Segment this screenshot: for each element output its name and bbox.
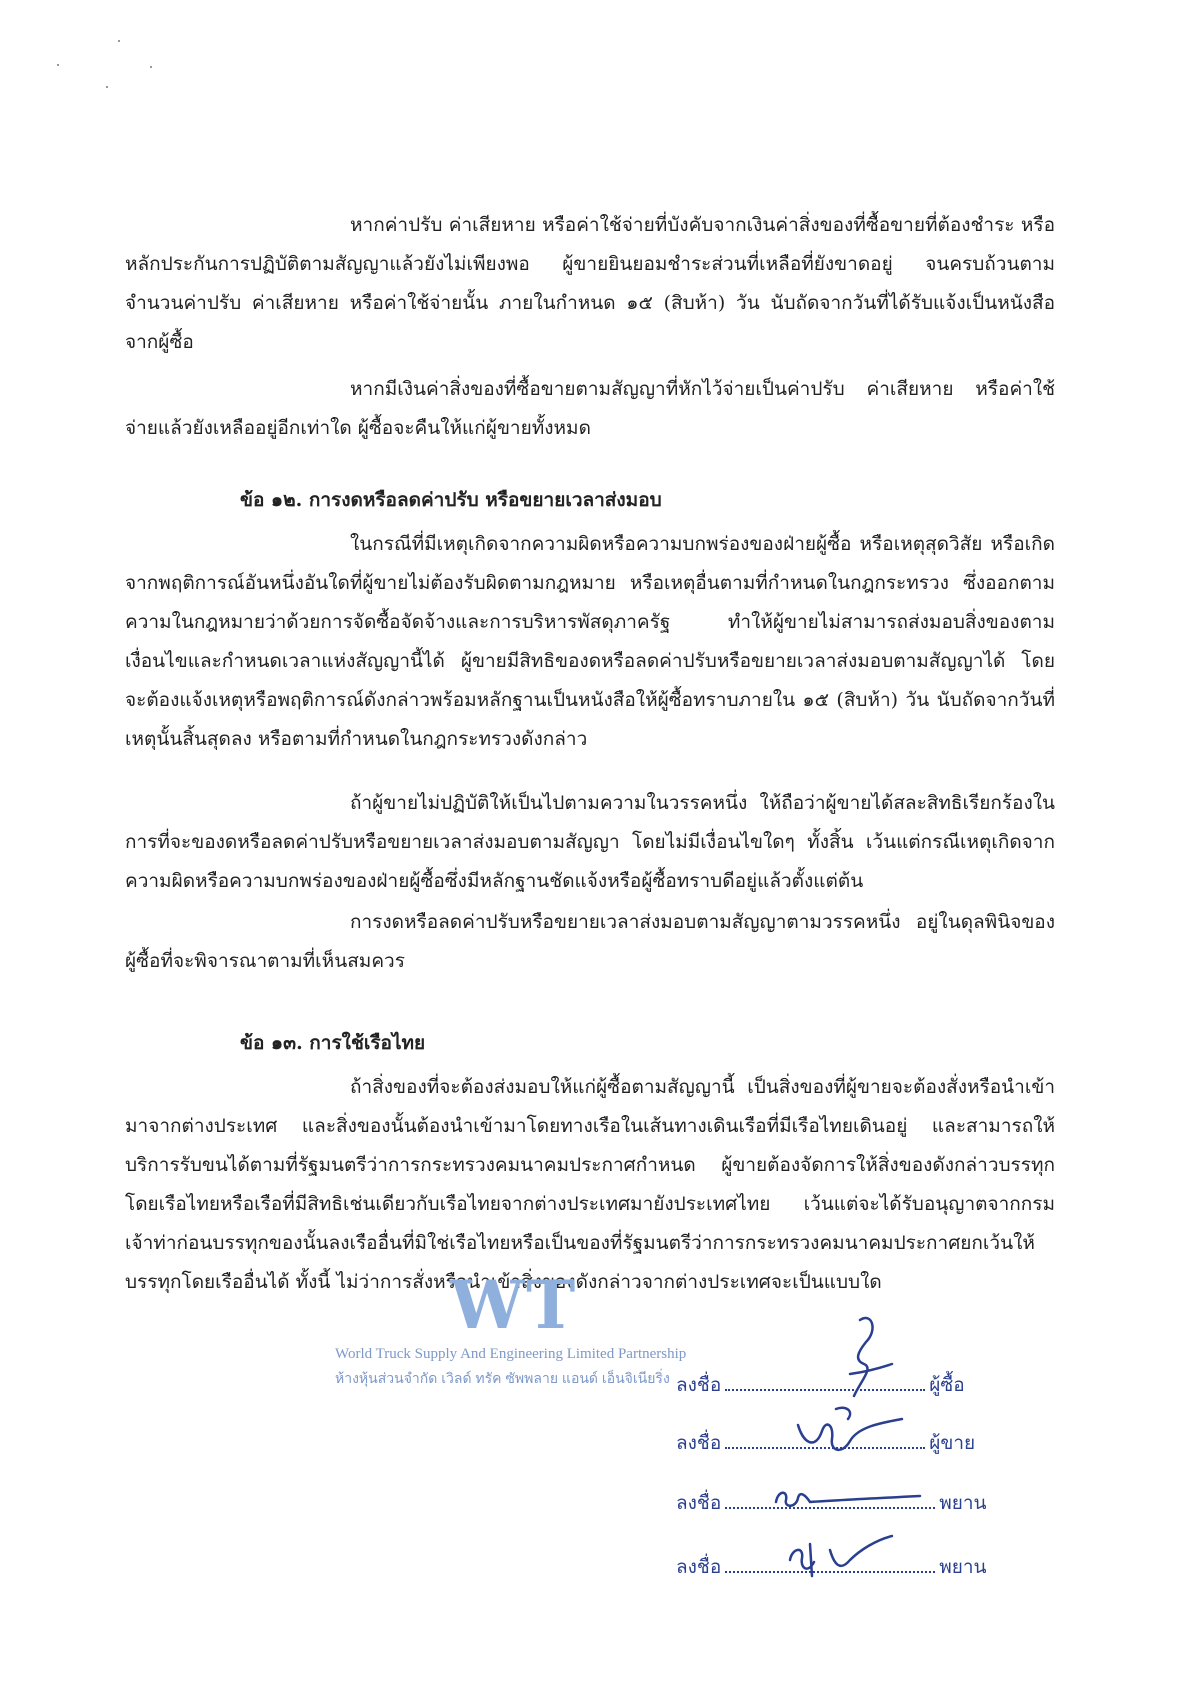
signature-dots [725,1493,935,1509]
signature-role-buyer: ผู้ซื้อ [929,1374,965,1396]
sign-prefix: ลงชื่อ [676,1556,722,1578]
signature-line-seller [676,1428,975,1458]
clause-13-heading: ข้อ ๑๓. การใช้เรือไทย [240,1032,426,1054]
signature-dots [725,1557,935,1573]
signature-role-witness-2: พยาน [939,1556,987,1578]
stamp-company-name-en: World Truck Supply And Engineering Limited Partnership [335,1346,687,1362]
signature-line-witness-2 [676,1552,987,1582]
sign-prefix: ลงชื่อ [676,1492,722,1514]
stamp-company-name-th: ห้างหุ้นส่วนจำกัด เวิลด์ ทรัค ซัพพลาย แอนด์ เอ็นจิเนียริ่ง [335,1370,670,1386]
company-stamp [335,1266,695,1390]
clause-12-paragraph-3: การงดหรือลดค่าปรับหรือขยายเวลาส่งมอบตามสัญญาตามวรรคหนึ่ง อยู่ในดุลพินิจของผู้ซื้อที่จะพิจารณาตามที่เห็นสมควร [125,911,1055,972]
clause-12-paragraph-1: ในกรณีที่มีเหตุเกิดจากความผิดหรือความบกพร่องของฝ่ายผู้ซื้อ หรือเหตุสุดวิสัย หรือเกิดจากพฤติการณ์อันหนึ่งอันใดที่ผู้ขายไม่ต้องรับผิดตามกฎหมาย หรือเหตุอื่นตามที่กำหนดในกฎกระทรวง ซึ่งออกตามความในกฎหมายว่าด้วยการจัดซื้อจัดจ้างและการบริหารพัสดุภาครัฐ ทำให้ผู้ขายไม่สามารถส่งมอบสิ่งของตามเงื่อนไขและกำหนดเวลาแห่งสัญญานี้ได้ ผู้ขายมีสิทธิของดหรือลดค่าปรับหรือขยายเวลาส่งมอบตามสัญญาได้ โดยจะต้องแจ้งเหตุหรือพฤติการณ์ดังกล่าวพร้อมหลักฐานเป็นหนังสือให้ผู้ซื้อทราบภายใน ๑๕ (สิบห้า) วัน นับถัดจากวันที่เหตุนั้นสิ้นสุดลง หรือตามที่กำหนดในกฎกระทรวงดังกล่าว [125,533,1055,750]
clause-13-paragraph-1: ถ้าสิ่งของที่จะต้องส่งมอบให้แก่ผู้ซื้อตามสัญญานี้ เป็นสิ่งของที่ผู้ขายจะต้องสั่งหรือนำเข้ามาจากต่างประเทศ และสิ่งของนั้นต้องนำเข้ามาโดยทางเรือในเส้นทางเดินเรือที่มีเรือไทยเดินอยู่ และสามารถให้บริการรับขนได้ตามที่รัฐมนตรีว่าการกระทรวงคมนาคมประกาศกำหนด ผู้ขายต้องจัดการให้สิ่งของดังกล่าวบรรทุกโดยเรือไทยหรือเรือที่มีสิทธิเช่นเดียวกับเรือไทยจากต่างประเทศมายังประเทศไทย เว้นแต่จะได้รับอนุญาตจากกรมเจ้าท่าก่อนบรรทุกของนั้นลงเรืออื่นที่มิใช่เรือไทยหรือเป็นของที่รัฐมนตรีว่าการกระทรวงคมนาคมประกาศยกเว้นให้บรรทุกโดยเรืออื่นได้ ทั้งนี้ ไม่ว่าการสั่งหรือนำเข้าสิ่งของดังกล่าวจากต่างประเทศจะเป็นแบบใด [125,1076,1055,1293]
clause-12-heading: ข้อ ๑๒. การงดหรือลดค่าปรับ หรือขยายเวลาส่งมอบ [240,489,662,511]
clause-12-paragraph-2: ถ้าผู้ขายไม่ปฏิบัติให้เป็นไปตามความในวรรคหนึ่ง ให้ถือว่าผู้ขายได้สละสิทธิเรียกร้องในการที่จะของดหรือลดค่าปรับหรือขยายเวลาส่งมอบตามสัญญา โดยไม่มีเงื่อนไขใดๆ ทั้งสิ้น เว้นแต่กรณีเหตุเกิดจากความผิดหรือความบกพร่องของฝ่ายผู้ซื้อซึ่งมีหลักฐานชัดแจ้งหรือผู้ซื้อทราบดีอยู่แล้วตั้งแต่ต้น [125,792,1055,892]
signature-line-witness-1 [676,1488,987,1518]
signature-role-seller: ผู้ขาย [929,1432,976,1454]
signature-dots [725,1375,925,1391]
signature-dots [725,1433,925,1449]
sign-prefix: ลงชื่อ [676,1432,722,1454]
clause-11-paragraph-1: หากค่าปรับ ค่าเสียหาย หรือค่าใช้จ่ายที่บังคับจากเงินค่าสิ่งของที่ซื้อขายที่ต้องชำระ หรือหลักประกันการปฏิบัติตามสัญญาแล้วยังไม่เพียงพอ ผู้ขายยินยอมชำระส่วนที่เหลือที่ยังขาดอยู่ จนครบถ้วนตามจำนวนค่าปรับ ค่าเสียหาย หรือค่าใช้จ่ายนั้น ภายในกำหนด ๑๕ (สิบห้า) วัน นับถัดจากวันที่ได้รับแจ้งเป็นหนังสือจากผู้ซื้อ [125,214,1055,353]
sign-prefix: ลงชื่อ [676,1374,722,1396]
stamp-logo: WT [450,1266,578,1344]
signature-role-witness-1: พยาน [939,1492,987,1514]
signature-line-buyer [676,1370,965,1400]
clause-11-paragraph-2: หากมีเงินค่าสิ่งของที่ซื้อขายตามสัญญาที่หักไว้จ่ายเป็นค่าปรับ ค่าเสียหาย หรือค่าใช้จ่ายแล้วยังเหลืออยู่อีกเท่าใด ผู้ซื้อจะคืนให้แก่ผู้ขายทั้งหมด [125,378,1055,439]
